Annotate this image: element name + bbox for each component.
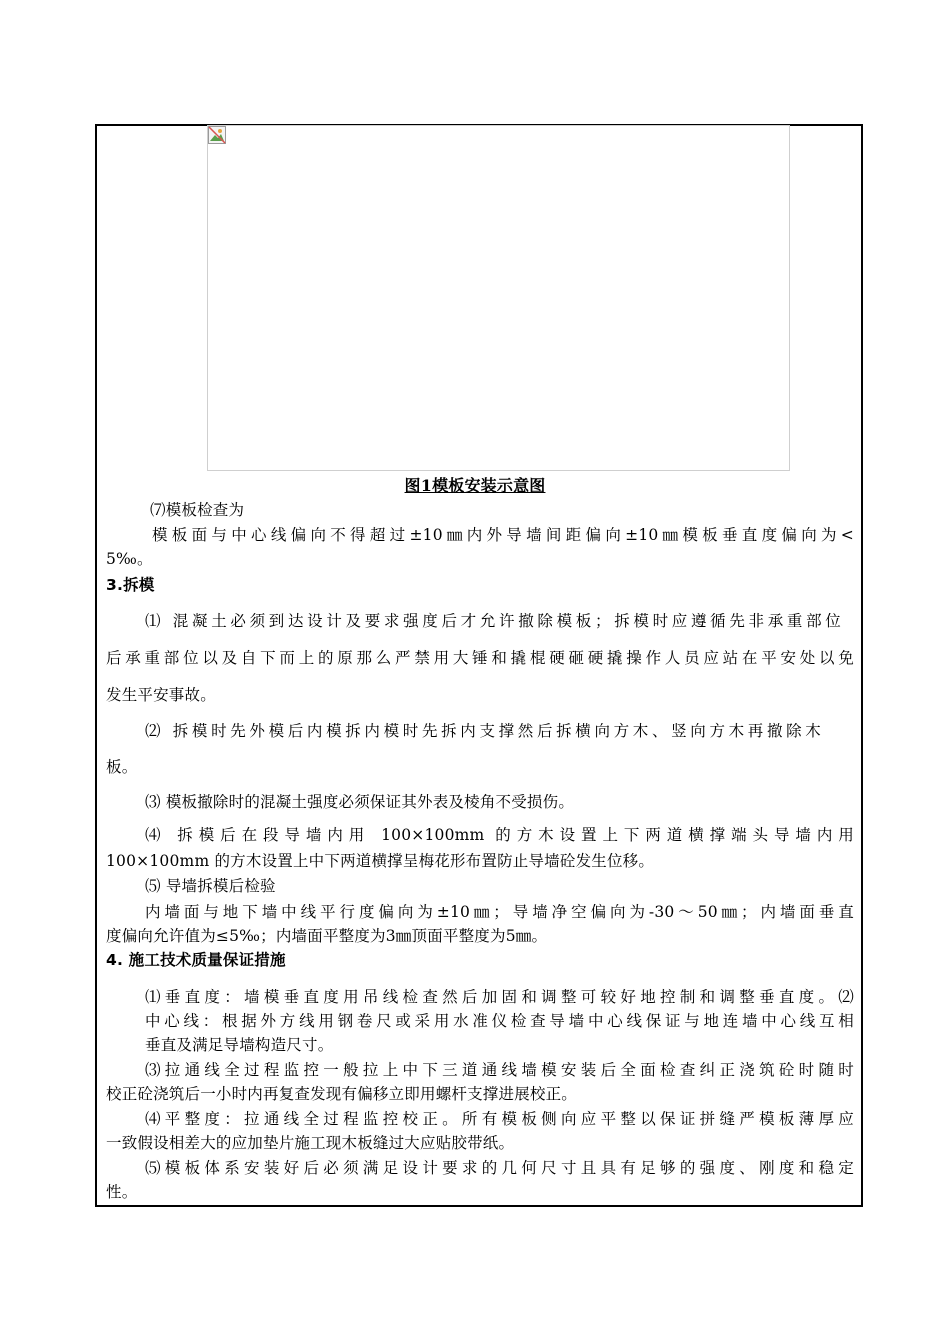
section3-item2-line1: ⑵ 拆模时先外模后内模拆内模时先拆内支撑然后拆横向方木、竖向方木再撤除木 (145, 722, 821, 740)
section4-p5-line1: ⑸模板体系安装好后必须满足设计要求的几何尺寸且具有足够的强度、刚度和稳定 (145, 1159, 854, 1177)
section3-item1-line3: 发生平安事故。 (106, 686, 216, 704)
section3-item4-line2: 100×100mm 的方木设置上中下两道横撑呈梅花形布置防止导墙砼发生位移。 (106, 852, 655, 870)
section4-p3-line2: 校正砼浇筑后一小时内再复查发现有偏移立即用螺杆支撑进展校正。 (106, 1085, 578, 1103)
section3-item1-line1: ⑴ 混凝土必须到达设计及要求强度后才允许撤除模板；拆模时应遵循先非承重部位 (145, 612, 841, 630)
section3-item5-line1: 内墙面与地下墙中线平行度偏向为±10㎜；导墙净空偏向为-30～50㎜；内墙面垂直 (145, 903, 854, 921)
section4-p5-line2: 性。 (106, 1183, 138, 1201)
section4-p4-line2: 一致假设相差大的应加垫片施工现木板缝过大应贴胶带纸。 (106, 1134, 515, 1152)
section4-title: 4. 施工技术质量保证措施 (106, 951, 286, 969)
figure-caption: 图1模板安装示意图 (404, 476, 546, 495)
section4-p3-line1: ⑶拉通线全过程监控一般拉上中下三道通线墙模安装后全面检查纠正浇筑砼时随时 (145, 1061, 854, 1079)
section4-p4-line1: ⑷平整度：拉通线全过程监控校正。所有模板侧向应平整以保证拼缝严模板薄厚应 (145, 1110, 854, 1128)
section3-item4-line1: ⑷ 拆模后在段导墙内用 100×100mm 的方木设置上下两道横撑端头导墙内用 (145, 826, 854, 844)
figure-image-placeholder (207, 125, 790, 471)
section4-p1-line2: 中心线：根据外方线用钢卷尺或采用水准仪检查导墙中心线保证与地连墙中心线互相 (145, 1012, 854, 1030)
section7-line2: 5‰。 (106, 550, 153, 568)
section3-item5-line2: 度偏向允许值为≤5‰；内墙面平整度为3㎜顶面平整度为5㎜。 (106, 927, 548, 945)
section3-item1-line2: 后承重部位以及自下而上的原那么严禁用大锤和撬棍硬砸硬撬操作人员应站在平安处以免 (106, 649, 854, 667)
section3-item2-line2: 板。 (106, 758, 138, 776)
section3-item3: ⑶ 模板撤除时的混凝土强度必须保证其外表及棱角不受损伤。 (145, 793, 575, 811)
section3-item5-heading: ⑸ 导墙拆模后检验 (145, 877, 276, 895)
section7-line1: 模板面与中心线偏向不得超过±10㎜内外导墙间距偏向±10㎜模板垂直度偏向为< (152, 526, 854, 544)
section3-title: 3.拆模 (106, 576, 155, 594)
section4-p1-line3: 垂直及满足导墙构造尺寸。 (145, 1036, 334, 1054)
broken-image-icon (208, 126, 226, 144)
section4-p1-line1: ⑴垂直度：墙模垂直度用吊线检查然后加固和调整可较好地控制和调整垂直度。⑵ (145, 988, 854, 1006)
section7-heading: ⑺模板检查为 (150, 501, 245, 519)
